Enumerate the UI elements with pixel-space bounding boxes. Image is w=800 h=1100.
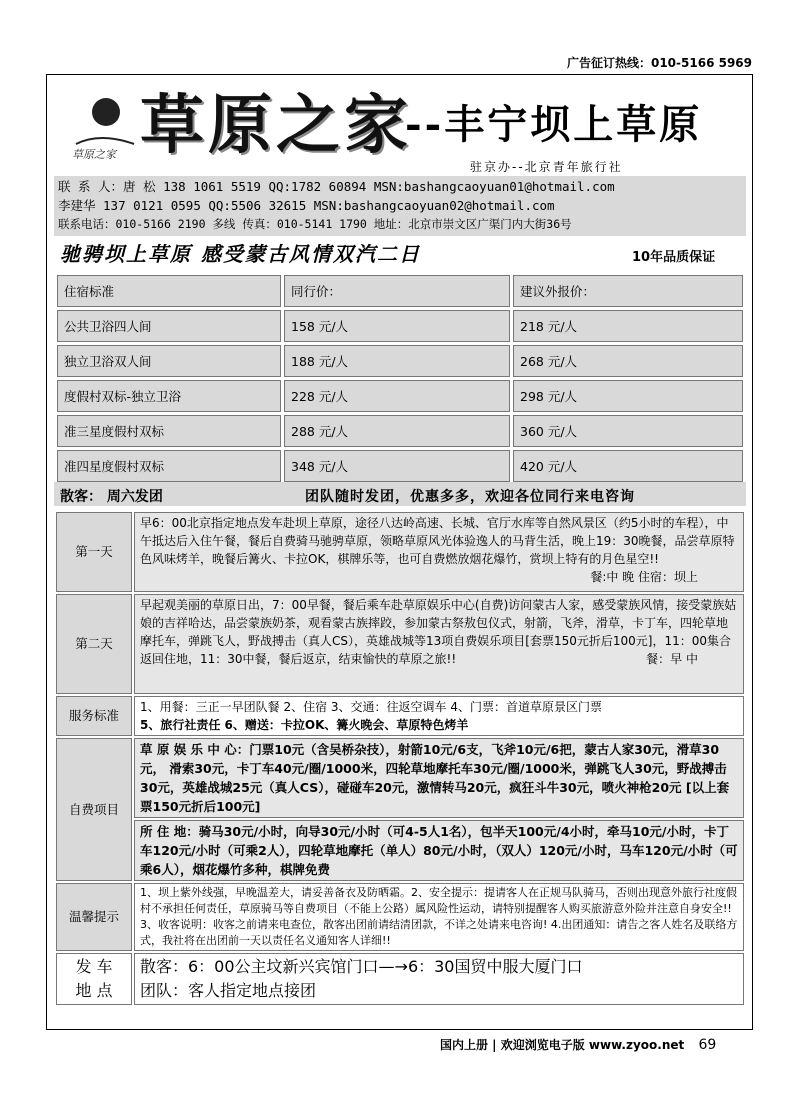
brand-title: 草原之家	[140, 88, 412, 163]
table-row	[56, 953, 744, 1005]
day2-meal: 餐：早 中	[646, 652, 698, 666]
table-cell: 348 元/人	[284, 450, 510, 482]
table-cell: 288 元/人	[284, 415, 510, 447]
table-cell: 准四星度假村双标	[57, 450, 281, 482]
optional-label: 自费项目	[56, 738, 132, 881]
brand-logo	[70, 92, 140, 162]
depart-content	[134, 953, 744, 1005]
quality-badge: 10年品质保证	[632, 250, 716, 265]
table-cell: 准三星度假村双标	[57, 415, 281, 447]
logo-swoosh	[76, 138, 134, 144]
itinerary-table	[54, 510, 746, 1007]
table-header: 住宿标准	[57, 275, 281, 307]
page-number: 69	[698, 1037, 717, 1053]
table-row	[57, 275, 743, 307]
service-line-1: 1、用餐：三正一早团队餐 2、住宿 3、交通：往返空调车 4、门票：首道草原景区门票	[140, 700, 602, 714]
depart-group: 团队：客人指定地点接团	[140, 981, 317, 1000]
table-row	[57, 450, 743, 482]
table-row	[56, 738, 744, 818]
table-cell: 188 元/人	[284, 345, 510, 377]
contact-line-2: 李建华 137 0121 0595 QQ:5506 32615 MSN:bashangcaoyuan02@hotmail.com	[58, 198, 555, 213]
depart-label-1: 发 车	[75, 957, 113, 976]
table-row	[56, 696, 744, 736]
tips-label: 温馨提示	[56, 883, 132, 951]
table-cell: 268 元/人	[513, 345, 743, 377]
day1-label: 第一天	[56, 512, 132, 592]
table-cell: 360 元/人	[513, 415, 743, 447]
table-cell: 158 元/人	[284, 310, 510, 342]
table-row	[56, 883, 744, 951]
service-content	[134, 696, 744, 736]
optional-lodging-area: 所 住 地：骑马30元/小时，向导30元/小时（可4-5人1名），包半天100元/4小时，牵马10元/小时，卡丁车120元/小时（可乘2人），四轮草地摩托（单人）80元/小时，（双人）120元/小时，马车120元/小时（可乘6人），烟花爆竹多种，棋牌免费	[134, 820, 744, 881]
logo-text: 草原之家	[72, 148, 116, 161]
service-label: 服务标准	[56, 696, 132, 736]
page-footer	[440, 1036, 716, 1053]
table-row	[56, 512, 744, 592]
depart-individual: 散客：6：00公主坟新兴宾馆门口—→6：30国贸中服大厦门口	[140, 957, 583, 976]
table-row	[56, 820, 744, 881]
day2-label: 第二天	[56, 594, 132, 694]
table-row	[56, 594, 744, 694]
depart-label-2: 地 点	[75, 981, 113, 1000]
table-cell: 独立卫浴双人间	[57, 345, 281, 377]
table-row	[57, 345, 743, 377]
table-header: 同行价：	[284, 275, 510, 307]
contact-line-1: 联 系 人：唐 松 138 1061 5519 QQ:1782 60894 MSN:bashangcaoyuan01@hotmail.com	[58, 179, 615, 194]
price-table	[54, 272, 746, 485]
table-cell: 218 元/人	[513, 310, 743, 342]
optional-entertainment: 草 原 娱 乐 中 心：门票10元（含吴桥杂技），射箭10元/6支，飞斧10元/6把，蒙古人家30元，滑草30元， 滑索30元，卡丁车40元/圈/1000米，四轮草地摩托车30元/圈/1000米，弹跳飞人30元，野战搏击30元，英雄战城25元（真人CS），碰碰车20元，激情转马20元，疯狂斗牛30元，喷火神枪20元 [以上套票150元折后100元]	[134, 738, 744, 818]
brand-subtitle: --丰宁坝上草原	[405, 101, 703, 148]
individual-departure: 散客： 周六发团	[60, 489, 163, 505]
logo-circle	[92, 98, 120, 126]
agency-name: 驻京办--北京青年旅行社	[470, 160, 623, 174]
table-cell: 298 元/人	[513, 380, 743, 412]
footer-text: 国内上册 | 欢迎浏览电子版 www.zyoo.net	[440, 1038, 685, 1052]
day2-text: 早起观美丽的草原日出，7：00早餐，餐后乘车赴草原娱乐中心(自费)访问蒙古人家，感受蒙族风情，接受蒙族姑娘的吉祥哈达，品尝蒙族奶茶，观看蒙古族摔跤，参加蒙古祭敖包仪式，射箭，飞斧，滑草，卡丁车，四轮草地摩托车，弹跳飞人，野战搏击（真人CS），英雄战城等13项自费娱乐项目[套票150元折后100元]，11：00集合返回住地，11：30中餐，餐后返京，结束愉快的草原之旅!!	[140, 598, 737, 666]
table-cell: 度假村双标-独立卫浴	[57, 380, 281, 412]
depart-label	[56, 953, 132, 1005]
day1-text: 早6：00北京指定地点发车赴坝上草原，途径八达岭高速、长城、官厅水库等自然风景区（约5小时的车程），中午抵达后入住午餐，餐后自费骑马驰骋草原，领略草原风光体验逸人的马背生活，晚上19：30晚餐，品尝草原特色风味烤羊，晚餐后篝火、卡拉OK，棋牌乐等，也可自费燃放烟花爆竹，赏坝上特有的月色星空!!	[140, 516, 735, 566]
tour-title: 驰骋坝上草原 感受蒙古风情双汽二日	[60, 242, 421, 266]
day1-meal: 餐:中 晚 住宿：坝上	[590, 570, 698, 584]
group-departure: 团队随时发团，优惠多多，欢迎各位同行来电咨询	[305, 489, 635, 505]
table-cell: 公共卫浴四人间	[57, 310, 281, 342]
table-cell: 228 元/人	[284, 380, 510, 412]
table-header: 建议外报价：	[513, 275, 743, 307]
table-cell: 420 元/人	[513, 450, 743, 482]
day1-content	[134, 512, 744, 592]
day2-content	[134, 594, 744, 694]
table-row	[57, 310, 743, 342]
contact-line-3: 联系电话：010-5166 2190 多线 传真：010-5141 1790 地址：北京市崇文区广渠门内大街36号	[58, 217, 572, 231]
table-row	[57, 380, 743, 412]
service-line-2: 5、旅行社责任 6、赠送：卡拉OK、篝火晚会、草原特色烤羊	[140, 718, 469, 732]
tips-text: 1、坝上紫外线强，早晚温差大，请妥善备衣及防晒霜。2、安全提示：提请客人在正规马队骑马，否则出现意外旅行社度假村不承担任何责任，草原骑马等自费项目（不能上公路）属风险性运动，请特别提醒客人购买旅游意外险并注意自身安全!! 3、收客说明：收客之前请来电查位，散客出团前请结清团款，不详之处请来电咨询! 4.出团通知：请告之客人姓名及联络方式，我社将在出团前一天以责任名义通知客人详细!!	[134, 883, 744, 951]
table-row	[57, 415, 743, 447]
ad-hotline: 广告征订热线：010-5166 5969	[566, 56, 752, 70]
contact-box	[54, 176, 746, 236]
